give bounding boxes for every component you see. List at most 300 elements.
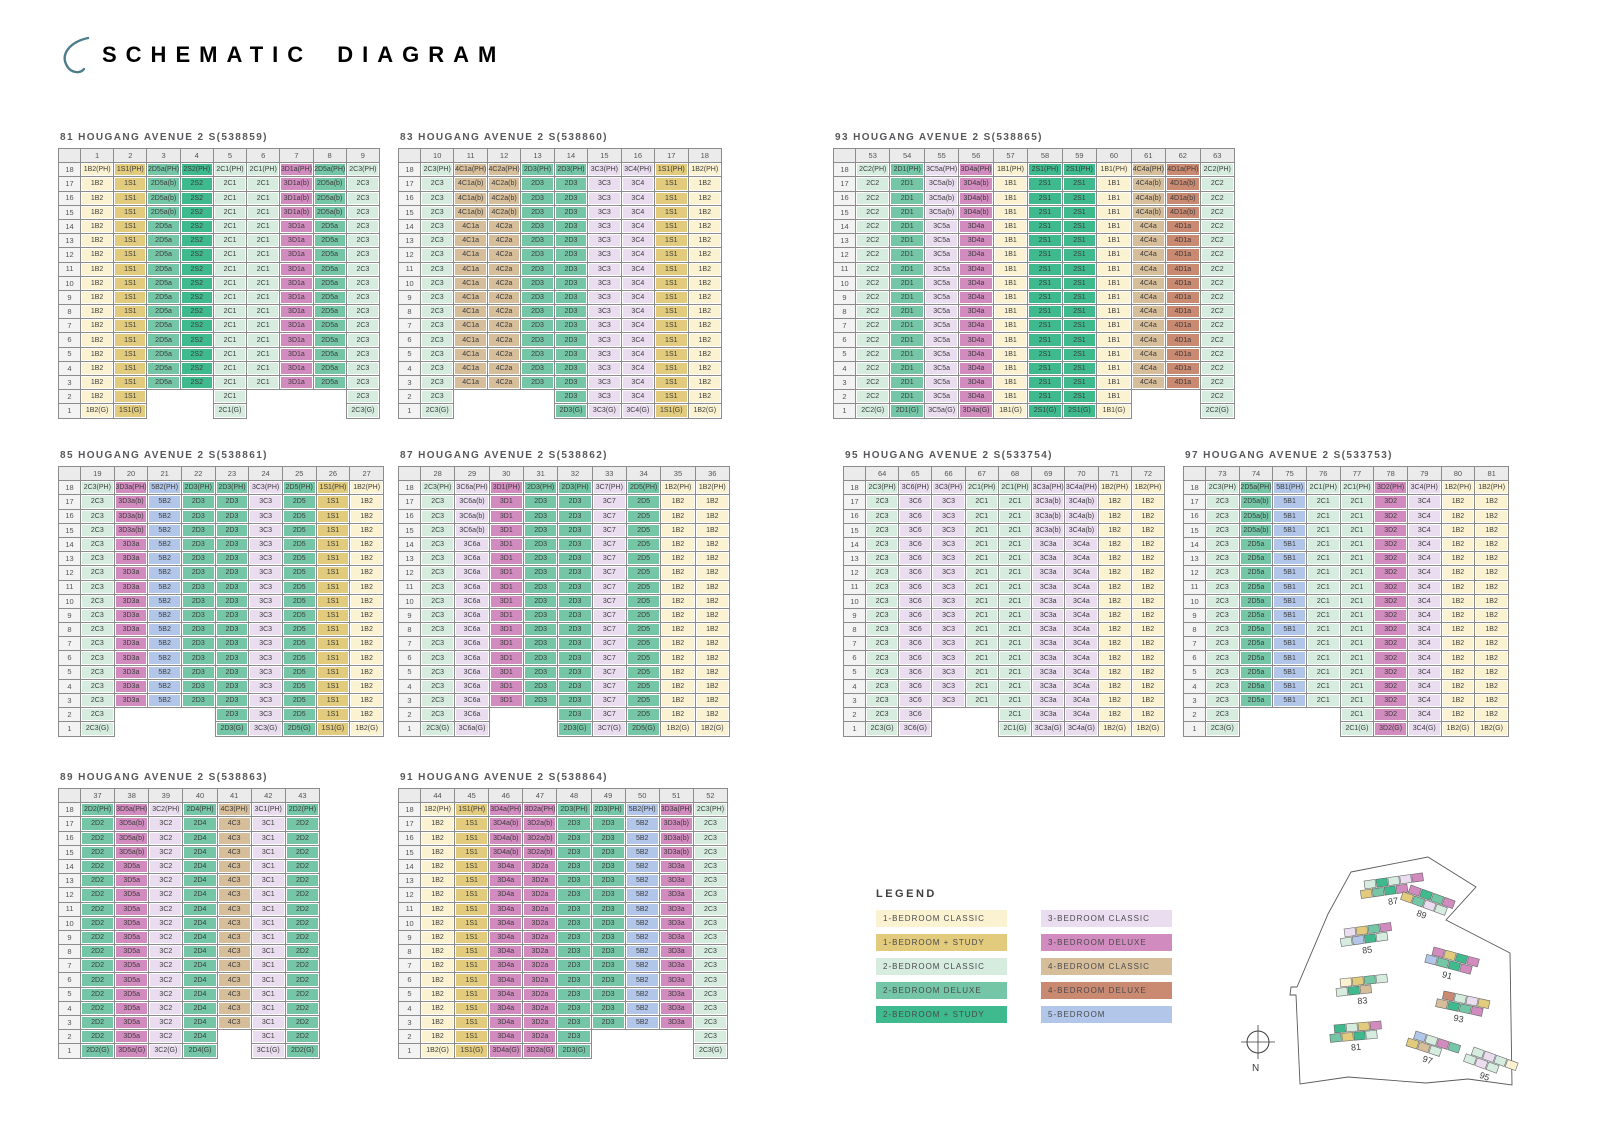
unit-cell: 1B1 <box>993 248 1027 262</box>
unit-cell: 3D3a <box>114 608 148 622</box>
unit-cell: 1S1 <box>114 333 147 347</box>
unit-cell: 2D5a <box>147 376 180 390</box>
unit-cell: 5B2 <box>148 623 182 637</box>
unit-cell: 3C4a(b) <box>1065 523 1098 537</box>
unit-cell: 3C4a(b) <box>1065 495 1098 509</box>
unit-cell: 2C3 <box>693 1001 727 1015</box>
unit-cell: 2D5a(b) <box>147 177 180 191</box>
unit-cell: 2C1 <box>1340 637 1374 651</box>
unit-cell: 3D3a <box>114 594 148 608</box>
floor-number: 9 <box>399 290 421 304</box>
unit-cell: 3D4a <box>489 1016 523 1030</box>
unit-cell: 3D2a <box>523 930 557 944</box>
unit-cell: 1S1(G) <box>455 1044 489 1058</box>
unit-cell: 3D4a <box>959 333 993 347</box>
unit-cell: 2D3 <box>591 945 625 959</box>
unit-cell: 2D3 <box>591 1001 625 1015</box>
unit-cell: 4C4a <box>1131 376 1165 390</box>
empty-cell <box>521 390 554 404</box>
unit-cell: 1S1(G) <box>316 722 350 736</box>
unit-cell: 2D5 <box>626 566 660 580</box>
unit-cell: 2C3 <box>421 580 455 594</box>
unit-cell: 1S1 <box>114 319 147 333</box>
unit-cell: 2D3 <box>523 580 557 594</box>
floor-number: 18 <box>399 803 421 817</box>
unit-cell: 2D5a <box>147 234 180 248</box>
building-table-93 <box>833 132 1235 419</box>
unit-cell: 3C3a <box>1032 594 1065 608</box>
unit-cell: 1B1 <box>993 376 1027 390</box>
unit-cell: 4D1a <box>1166 333 1200 347</box>
unit-cell: 2D5 <box>282 651 316 665</box>
unit-cell: 1S1 <box>455 945 489 959</box>
unit-cell: 4C2a(b) <box>487 191 520 205</box>
floor-number: 6 <box>844 651 866 665</box>
site-block-label: 89 <box>1415 907 1429 921</box>
unit-cell: 4C1a <box>454 234 487 248</box>
unit-cell: 5B2 <box>625 959 659 973</box>
unit-cell: 2S1 <box>1062 191 1096 205</box>
unit-cell: 2D2 <box>81 888 115 902</box>
unit-cell: 1B2 <box>1098 509 1131 523</box>
site-unit <box>1380 922 1392 931</box>
unit-cell: 1B2 <box>81 248 114 262</box>
unit-cell: 2C3 <box>346 248 379 262</box>
unit-cell: 3C3 <box>249 580 283 594</box>
site-unit <box>1360 985 1372 994</box>
unit-cell: 1B2 <box>688 205 722 219</box>
unit-cell: 3C5a <box>924 262 958 276</box>
empty-cell <box>180 404 213 418</box>
unit-cell: 2C3 <box>1206 651 1240 665</box>
unit-cell: 3D1a <box>280 219 313 233</box>
stack-number: 54 <box>890 149 924 163</box>
unit-cell: 1B2 <box>350 537 384 551</box>
unit-cell: 3C5a(b) <box>924 191 958 205</box>
unit-cell: 1B2 <box>1098 679 1131 693</box>
floor-number: 6 <box>1184 651 1206 665</box>
unit-cell: 2C3 <box>421 319 454 333</box>
floor-number: 5 <box>844 665 866 679</box>
unit-cell: 1B2 <box>421 888 455 902</box>
site-unit <box>1334 1024 1346 1033</box>
site-unit <box>1366 1030 1378 1039</box>
unit-cell: 2D2(G) <box>285 1044 319 1058</box>
unit-cell: 1S1 <box>455 817 489 831</box>
unit-cell: 2D3 <box>554 248 587 262</box>
unit-cell: 3D2a <box>523 916 557 930</box>
stack-number: 48 <box>557 789 591 803</box>
unit-cell: 3D2a(G) <box>523 1044 557 1058</box>
unit-cell: 3C6 <box>899 679 932 693</box>
unit-cell: 2S2 <box>180 333 213 347</box>
floor-number: 16 <box>399 831 421 845</box>
unit-cell: 1B2(PH) <box>688 163 722 177</box>
floor-number: 9 <box>59 930 81 944</box>
unit-cell: 1B1 <box>993 262 1027 276</box>
unit-cell: 2C3 <box>421 594 455 608</box>
floor-number: 12 <box>834 248 856 262</box>
unit-cell: 2C1 <box>247 376 280 390</box>
unit-cell: 2D4 <box>183 902 217 916</box>
floor-number: 16 <box>59 191 81 205</box>
unit-cell: 5B1 <box>1273 651 1307 665</box>
unit-cell: 2D4(PH) <box>183 803 217 817</box>
unit-cell: 2C3 <box>866 523 899 537</box>
unit-cell: 2D4 <box>183 959 217 973</box>
unit-cell: 3C3a <box>1032 552 1065 566</box>
stack-table <box>58 466 384 737</box>
unit-cell: 5B1 <box>1273 566 1307 580</box>
floor-number: 4 <box>59 361 81 375</box>
unit-cell: 2C2(G) <box>856 404 890 418</box>
unit-cell: 2D3(PH) <box>554 163 587 177</box>
unit-cell: 4C3 <box>217 1016 251 1030</box>
unit-cell: 3C4 <box>621 248 654 262</box>
unit-cell: 1B2 <box>688 390 722 404</box>
floor-number: 18 <box>1184 481 1206 495</box>
unit-cell: 3C6(PH) <box>899 481 932 495</box>
unit-cell: 3C4 <box>1407 566 1441 580</box>
unit-cell: 3D4a <box>959 376 993 390</box>
unit-cell: 2D3 <box>521 219 554 233</box>
unit-cell: 3D3a <box>659 1016 693 1030</box>
unit-cell: 3D3a <box>114 566 148 580</box>
unit-cell: 2D5a <box>1239 537 1273 551</box>
unit-cell: 2C2 <box>1200 205 1234 219</box>
unit-cell: 4C1a <box>454 376 487 390</box>
unit-cell: 2D5 <box>626 580 660 594</box>
floor-number: 16 <box>399 191 421 205</box>
unit-cell: 2D1 <box>890 347 924 361</box>
unit-cell: 1B2 <box>1475 651 1509 665</box>
unit-cell: 2C1 <box>247 319 280 333</box>
unit-cell: 3D3a(b) <box>659 817 693 831</box>
unit-cell: 3C6a(b) <box>455 523 489 537</box>
empty-cell <box>313 404 346 418</box>
empty-cell <box>280 404 313 418</box>
unit-cell: 2D3 <box>557 959 591 973</box>
unit-cell: 1B2 <box>1441 594 1475 608</box>
unit-cell: 1B2 <box>688 177 722 191</box>
unit-cell: 3D4a(b) <box>959 177 993 191</box>
unit-cell: 2C1 <box>965 537 998 551</box>
unit-cell: 3C3 <box>588 276 621 290</box>
unit-cell: 2C3 <box>1206 594 1240 608</box>
unit-cell: 2C3 <box>346 347 379 361</box>
empty-cell <box>217 1044 251 1058</box>
unit-cell: 2D3 <box>591 930 625 944</box>
unit-cell: 4C2a <box>487 248 520 262</box>
unit-cell: 2D5 <box>626 637 660 651</box>
unit-cell: 2C3 <box>421 290 454 304</box>
unit-cell: 2D1(G) <box>890 404 924 418</box>
building-title: 85 HOUGANG AVENUE 2 S(538861) <box>60 450 268 461</box>
unit-cell: 2D3 <box>181 537 215 551</box>
unit-cell: 5B2 <box>148 694 182 708</box>
unit-cell: 1B2 <box>1475 509 1509 523</box>
unit-cell: 2C2 <box>856 248 890 262</box>
unit-cell: 5B2 <box>625 859 659 873</box>
floor-number: 5 <box>59 347 81 361</box>
unit-cell: 3D2 <box>1374 651 1408 665</box>
unit-cell: 5B2 <box>148 665 182 679</box>
unit-cell: 1S1 <box>114 376 147 390</box>
unit-cell: 1B1 <box>1097 390 1131 404</box>
site-unit <box>1352 977 1364 986</box>
unit-cell: 2D2 <box>81 945 115 959</box>
unit-cell: 1B2 <box>1131 651 1164 665</box>
unit-cell: 1S1 <box>114 234 147 248</box>
unit-cell: 1B2 <box>695 651 729 665</box>
unit-cell: 2D2 <box>285 1016 319 1030</box>
unit-cell: 1S1 <box>114 290 147 304</box>
unit-cell: 1B2 <box>350 708 384 722</box>
unit-cell: 1B2 <box>1475 679 1509 693</box>
unit-cell: 1B2 <box>688 219 722 233</box>
corner-cell <box>59 149 81 163</box>
site-unit <box>1336 987 1348 996</box>
unit-cell: 3C1 <box>251 831 285 845</box>
unit-cell: 2C3 <box>421 248 454 262</box>
site-block-91 <box>1422 946 1480 987</box>
unit-cell: 2D3 <box>557 945 591 959</box>
unit-cell: 2D3 <box>181 679 215 693</box>
unit-cell: 2D3 <box>215 679 249 693</box>
unit-cell: 2D3 <box>523 537 557 551</box>
unit-cell: 3C5a(G) <box>924 404 958 418</box>
legend-item: 2-BEDROOM CLASSIC <box>876 958 1007 975</box>
unit-cell: 3C6 <box>899 552 932 566</box>
unit-cell: 5B1 <box>1273 608 1307 622</box>
floor-number: 11 <box>844 580 866 594</box>
floor-number: 12 <box>844 566 866 580</box>
unit-cell: 2D1 <box>890 234 924 248</box>
unit-cell: 1B1 <box>1097 361 1131 375</box>
unit-cell: 2C2 <box>1200 390 1234 404</box>
unit-cell: 3C4 <box>1407 495 1441 509</box>
unit-cell: 2C1 <box>998 495 1031 509</box>
floor-number: 1 <box>399 1044 421 1058</box>
unit-cell: 4C2a <box>487 347 520 361</box>
unit-cell: 3C2 <box>149 916 183 930</box>
unit-cell: 5B2 <box>625 973 659 987</box>
unit-cell: 2C3 <box>1206 665 1240 679</box>
unit-cell: 2D3 <box>558 608 592 622</box>
unit-cell: 2C1 <box>965 509 998 523</box>
site-block-label: 91 <box>1440 969 1454 982</box>
unit-cell: 2D3(PH) <box>557 803 591 817</box>
unit-cell: 3C3 <box>588 205 621 219</box>
unit-cell: 3C2 <box>149 1001 183 1015</box>
unit-cell: 2D5a <box>147 248 180 262</box>
corner-cell <box>1184 467 1206 481</box>
unit-cell: 2S1 <box>1028 319 1062 333</box>
unit-cell: 5B1 <box>1273 594 1307 608</box>
unit-cell: 2C1(PH) <box>998 481 1031 495</box>
unit-cell: 2D5 <box>282 537 316 551</box>
floor-number: 9 <box>399 608 421 622</box>
unit-cell: 2S2 <box>180 234 213 248</box>
unit-cell: 4C1a <box>454 361 487 375</box>
unit-cell: 3C3 <box>588 319 621 333</box>
unit-cell: 2C1 <box>247 305 280 319</box>
unit-cell: 1B2 <box>695 637 729 651</box>
unit-cell: 4C1a(PH) <box>454 163 487 177</box>
unit-cell: 1B2 <box>1131 566 1164 580</box>
unit-cell: 3D2 <box>1374 694 1408 708</box>
unit-cell: 2D2 <box>81 831 115 845</box>
unit-cell: 1B2 <box>1441 637 1475 651</box>
unit-cell: 3C6a <box>455 537 489 551</box>
site-unit <box>1454 993 1466 1003</box>
floor-number: 8 <box>59 623 81 637</box>
unit-cell: 3D3a(PH) <box>114 481 148 495</box>
unit-cell: 2D5(G) <box>626 722 660 736</box>
stack-number: 2 <box>114 149 147 163</box>
unit-cell: 3D3a <box>659 987 693 1001</box>
floor-number: 18 <box>844 481 866 495</box>
unit-cell: 2S1 <box>1028 234 1062 248</box>
unit-cell: 1B2 <box>1441 679 1475 693</box>
unit-cell: 3C6(G) <box>899 722 932 736</box>
unit-cell: 1S1 <box>655 290 688 304</box>
unit-cell: 2C3 <box>1206 566 1240 580</box>
unit-cell: 1B2 <box>81 219 114 233</box>
unit-cell: 2C1 <box>1340 509 1374 523</box>
unit-cell: 4C2a <box>487 234 520 248</box>
unit-cell: 5B1 <box>1273 637 1307 651</box>
floor-number: 11 <box>399 902 421 916</box>
unit-cell: 3C4a(G) <box>1065 722 1098 736</box>
floor-number: 18 <box>399 163 421 177</box>
unit-cell: 2D5 <box>282 509 316 523</box>
unit-cell: 2D4 <box>183 831 217 845</box>
unit-cell: 1B2 <box>81 376 114 390</box>
unit-cell: 1S1 <box>455 973 489 987</box>
unit-cell: 4D1a <box>1166 276 1200 290</box>
unit-cell: 1S1(PH) <box>114 163 147 177</box>
unit-cell: 3D2 <box>1374 594 1408 608</box>
unit-cell: 3C1 <box>251 859 285 873</box>
stack-table <box>398 466 730 737</box>
unit-cell: 2D5 <box>626 537 660 551</box>
unit-cell: 2C3 <box>866 608 899 622</box>
unit-cell: 3C3 <box>588 219 621 233</box>
unit-cell: 3C4 <box>1407 694 1441 708</box>
site-unit <box>1346 1023 1358 1032</box>
unit-cell: 1S1 <box>316 637 350 651</box>
unit-cell: 1B2 <box>1441 580 1475 594</box>
stack-number: 44 <box>421 789 455 803</box>
site-unit <box>1364 879 1376 888</box>
stack-number: 32 <box>558 467 592 481</box>
unit-cell: 3C7 <box>592 566 626 580</box>
unit-cell: 1S1 <box>114 262 147 276</box>
unit-cell: 2D3 <box>521 347 554 361</box>
unit-cell: 1S1 <box>655 248 688 262</box>
unit-cell: 1B2 <box>421 973 455 987</box>
unit-cell: 1S1 <box>455 987 489 1001</box>
unit-cell: 2D3 <box>554 234 587 248</box>
unit-cell: 3D3a(PH) <box>659 803 693 817</box>
unit-cell: 2S2 <box>180 177 213 191</box>
stack-number: 23 <box>215 467 249 481</box>
unit-cell: 2C1 <box>998 637 1031 651</box>
unit-cell: 1B2 <box>1098 594 1131 608</box>
stack-number: 51 <box>659 789 693 803</box>
stack-number: 39 <box>149 789 183 803</box>
unit-cell: 2D5 <box>626 523 660 537</box>
unit-cell: 3D1a(b) <box>280 205 313 219</box>
unit-cell: 2D3 <box>591 902 625 916</box>
unit-cell: 2C3 <box>1206 637 1240 651</box>
unit-cell: 3C3 <box>249 552 283 566</box>
unit-cell: 1B2 <box>350 623 384 637</box>
unit-cell: 2C3 <box>421 566 455 580</box>
unit-cell: 2C1 <box>998 552 1031 566</box>
unit-cell: 3C4a <box>1065 651 1098 665</box>
building-table-97 <box>1183 450 1509 737</box>
unit-cell: 3C6 <box>899 708 932 722</box>
unit-cell: 1B1 <box>1097 305 1131 319</box>
unit-cell: 3D5a <box>115 1016 149 1030</box>
unit-cell: 2D1 <box>890 276 924 290</box>
unit-cell: 2D3 <box>557 831 591 845</box>
floor-number: 15 <box>399 205 421 219</box>
unit-cell: 4C1a(b) <box>454 205 487 219</box>
floor-number: 7 <box>399 637 421 651</box>
unit-cell: 3C2 <box>149 845 183 859</box>
unit-cell: 1S1 <box>114 248 147 262</box>
unit-cell: 2C3 <box>421 679 455 693</box>
unit-cell: 1B2 <box>661 694 695 708</box>
unit-cell: 3D4a <box>489 945 523 959</box>
unit-cell: 2D4 <box>183 987 217 1001</box>
floor-number: 8 <box>834 305 856 319</box>
unit-cell: 3C4 <box>621 376 654 390</box>
unit-cell: 3D1 <box>489 637 523 651</box>
site-unit <box>1344 927 1356 936</box>
unit-cell: 3D2a <box>523 902 557 916</box>
unit-cell: 4C2a <box>487 376 520 390</box>
unit-cell: 2C2(PH) <box>1200 163 1234 177</box>
unit-cell: 3D2a(b) <box>523 831 557 845</box>
unit-cell: 2C2 <box>856 305 890 319</box>
unit-cell: 2D3 <box>181 495 215 509</box>
unit-cell: 3D3a <box>659 973 693 987</box>
floor-number: 2 <box>59 1030 81 1044</box>
unit-cell: 2S1 <box>1062 290 1096 304</box>
unit-cell: 1B2 <box>688 262 722 276</box>
unit-cell: 5B1 <box>1273 523 1307 537</box>
unit-cell: 1B2 <box>421 1030 455 1044</box>
corner-cell <box>834 149 856 163</box>
floor-number: 13 <box>1184 552 1206 566</box>
unit-cell: 4C1a(b) <box>454 191 487 205</box>
stack-number: 60 <box>1097 149 1131 163</box>
unit-cell: 2C3 <box>1206 523 1240 537</box>
unit-cell: 3C4a <box>1065 594 1098 608</box>
unit-cell: 3D5a(PH) <box>115 803 149 817</box>
empty-cell <box>114 708 148 722</box>
unit-cell: 3D3a <box>114 651 148 665</box>
unit-cell: 3D4a <box>489 859 523 873</box>
floor-number: 16 <box>59 831 81 845</box>
empty-cell <box>659 1030 693 1044</box>
unit-cell: 3C2 <box>149 902 183 916</box>
floor-number: 10 <box>1184 594 1206 608</box>
